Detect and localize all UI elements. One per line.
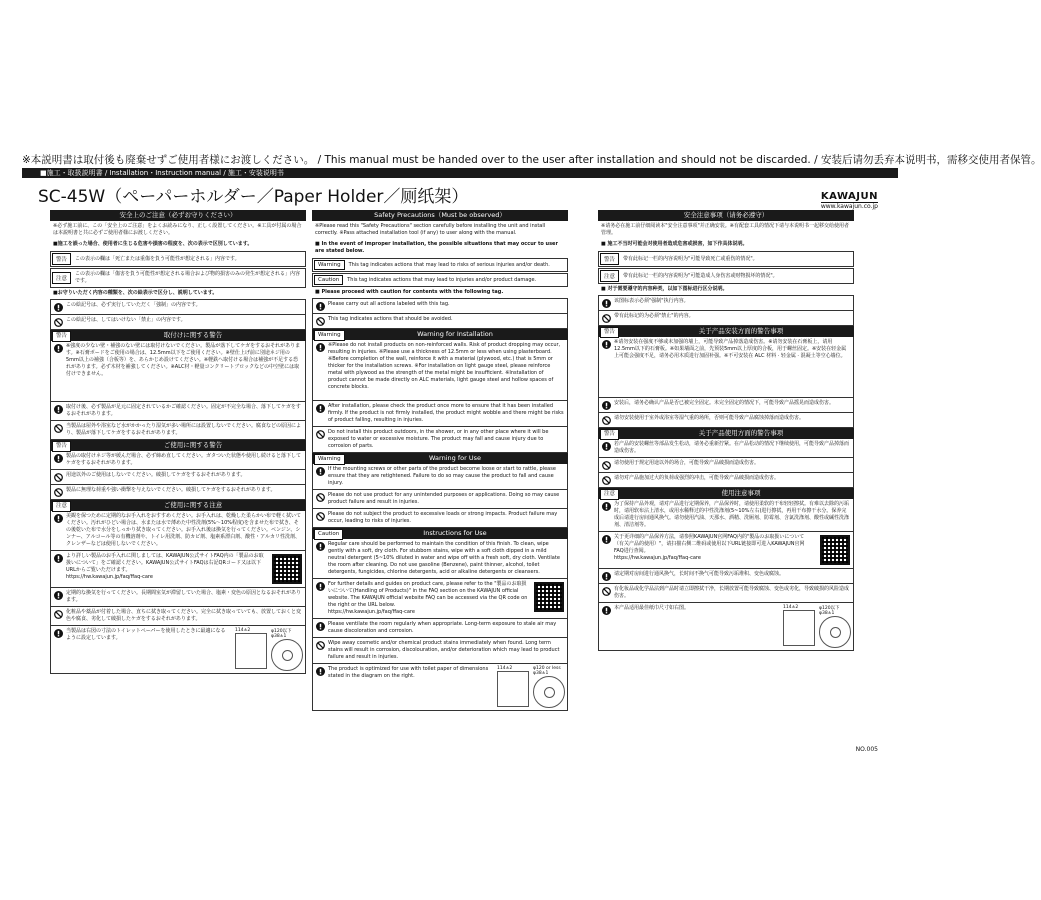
section-title: 关于产品使用方面的警告事项 bbox=[698, 429, 784, 437]
caution-def-text: This tag indicates actions that may lead to injuries and/or product damage. bbox=[347, 276, 537, 283]
caution-def-text: 带有此标记一栏的内容说明为"可能造成人身伤害或财物损坏的情况"。 bbox=[623, 272, 778, 279]
section-tag: Warning bbox=[314, 454, 345, 465]
mandatory-icon bbox=[313, 619, 327, 633]
prohibit-icon bbox=[51, 421, 65, 435]
roll-size-item bbox=[312, 664, 568, 711]
install-location-item bbox=[598, 413, 854, 428]
use-warning-item-2-text: 用途以外のご使用はしないでください。破損してケガをするおそれがあります。 bbox=[66, 472, 246, 478]
roll-diameter: φ120以下 bbox=[819, 606, 840, 611]
care-faq-item bbox=[312, 579, 568, 619]
faq-url[interactable]: https://hw.kawajun.jp/faq/ffaq-care bbox=[66, 574, 153, 580]
mandatory-icon bbox=[313, 340, 327, 354]
care-item-4-text: 有化妆品或化学品沾到产品时请立即擦拭干净，长期放置可能导致腐蚀、变色或劣化，导致破损的风险造成伤害。 bbox=[614, 586, 850, 599]
mandatory-icon bbox=[51, 451, 65, 465]
roll-front-view bbox=[533, 676, 565, 708]
roll-side-view bbox=[783, 610, 815, 646]
caution-tag: Caution bbox=[314, 275, 343, 285]
use-warning-item-3-text: 请勿对产品施加过大的负荷或强烈的冲击，可能导致产品破损而造成伤害。 bbox=[614, 475, 780, 481]
roll-diagram bbox=[233, 626, 305, 673]
section-title: Instructions for Use bbox=[423, 529, 487, 537]
mandatory-icon bbox=[599, 532, 613, 546]
column-header: 安全注意事项（请务必遵守） bbox=[598, 210, 854, 221]
mandatory-icon bbox=[51, 402, 65, 416]
language-column-2 bbox=[312, 210, 568, 708]
care-item-4-text: 化粧品や薬品が付着した場合、直ちに拭き取ってください。完全に拭き取っていても、放置しておくと変色や腐食、劣化して破損したケガをするおそれがあります。 bbox=[66, 609, 302, 622]
mandatory-icon bbox=[313, 401, 327, 415]
install-warning-main bbox=[50, 341, 306, 402]
section-title: ご使用に関する注意 bbox=[163, 501, 223, 509]
care-item-4 bbox=[312, 638, 568, 664]
prohibit-definition bbox=[312, 314, 568, 329]
qr-code bbox=[534, 582, 564, 612]
mandatory-definition bbox=[598, 295, 854, 311]
mandatory-icon bbox=[599, 499, 613, 513]
prohibit-icon bbox=[51, 607, 65, 621]
caution-tag: 注意 bbox=[52, 272, 71, 284]
care-item-1-text: 美観を保つために定期的なお手入れをおすすめください。お手入れは、乾燥した柔らかい布で軽く拭いてください。汚れがひどい場合は、水または水で薄めた中性洗剤(5%～10%程度)を含ませた布で拭き、その後乾いた布で水分をしっかり拭き取ってください。お手入れ後は換気を行ってください。ベンジン、シンナー、アルコール等の有機溶剤や、トイレ用洗剤、防カビ剤、塩素系漂白剤、酸性・アルカリ性洗剤、クレンザーなどは使用しないでください。 bbox=[66, 513, 302, 547]
roll-diameter: φ120 or less bbox=[533, 666, 561, 671]
roll-front-view bbox=[271, 639, 303, 671]
section-header-use-caution bbox=[312, 528, 568, 539]
lead-text-2: ■ 对于需要遵守的内容种类，以如下图标进行区分说明。 bbox=[601, 286, 728, 292]
care-item-3-text: 定期的な換気を行ってください。長期間室気が滞留していた場合、塩素・変色の原因となるおそれがあります。 bbox=[66, 590, 302, 603]
use-warning-item-1-text: 製品の取付けネジ等が緩んだ場合、必ず締め直してください。ガタついた状態や使用し続けると落下してケガをするおそれがあります。 bbox=[66, 453, 302, 466]
care-item-4 bbox=[598, 584, 854, 603]
mandatory-icon bbox=[599, 603, 613, 617]
mandatory-definition bbox=[50, 299, 306, 315]
install-check-item-text: After installation, please check the product once more to ensure that it has been installed firmly. If the product is not firmly installed, the product might wobble and there might be risks of product falling, resulting in injuries. bbox=[328, 403, 564, 423]
use-warning-item-3-text: Please do not subject the product to excessive loads or strong impacts. Product failure may occur, leading to risks of injuries. bbox=[328, 511, 558, 524]
install-warning-main bbox=[598, 337, 854, 398]
mandatory-icon bbox=[51, 551, 65, 565]
roll-side-view bbox=[497, 671, 529, 707]
section-header-use-warning bbox=[50, 440, 306, 451]
install-location-item bbox=[312, 427, 568, 453]
mandatory-icon bbox=[599, 398, 613, 412]
care-faq-item bbox=[50, 551, 306, 588]
prohibit-icon bbox=[313, 509, 327, 523]
caution-def-text: この表示の欄は「傷害を負う可能性が想定される場合および物的損害のみの発生が想定される」内容です。 bbox=[75, 271, 301, 284]
mandatory-icon bbox=[51, 341, 65, 355]
warning-tag: 警告 bbox=[52, 253, 71, 265]
handover-notice: ※本説明書は取付後も廃棄せずご使用者様にお渡しください。 / This manual must be handed over to the user after installation and should not be discarded. / 安装后请勿丢弃本说明书，需移交使用者保管。 bbox=[22, 154, 1041, 166]
warning-tag: 警告 bbox=[600, 253, 619, 265]
install-location-item-text: 当製品は屋外や浴室など水がかかったり湿気が多い場所には設置しないでください。腐食などの原因により、製品が落下してケガをするおそれがあります。 bbox=[66, 423, 302, 436]
section-tag: 警告 bbox=[52, 331, 71, 342]
qr-code bbox=[272, 554, 302, 584]
care-item-3 bbox=[312, 619, 568, 638]
prohibit-icon bbox=[313, 490, 327, 504]
care-item-4-text: Wipe away cosmetic and/or chemical product stains immediately when found. Long term stains will result in corrosion, discolouration, and/or deterioration which may lead to product failure and result in injuries. bbox=[328, 640, 560, 660]
section-title: Warning for Installation bbox=[417, 330, 493, 338]
care-item-3 bbox=[50, 588, 306, 607]
column-header: Safety Precautions（Must be observed） bbox=[312, 210, 568, 221]
mandatory-definition-text: 该图标表示必须"强制"执行内容。 bbox=[614, 298, 689, 304]
warning-def-text: 带有此标记一栏的内容说明为"可能导致死亡或重伤的情况"。 bbox=[623, 255, 758, 262]
install-warning-main bbox=[312, 340, 568, 401]
lead-text: ■施工を誤った場合、使用者に生じる危害や損害の程度を、次の表示で区別しています。 bbox=[53, 241, 253, 247]
install-check-item bbox=[50, 402, 306, 421]
mandatory-icon bbox=[599, 569, 613, 583]
language-column-3 bbox=[598, 210, 854, 708]
mandatory-definition bbox=[312, 298, 568, 314]
install-warning-text: ※请勿安装在强度不够或未加强的墙上，可能导致产品掉落造成伤害。※请勿安装在石膏板上，请用12.5mm以下的石膏板。※如果墙面之前，先预装5mm以上厚度的合板，用于螺丝固定。※安装在轻金属上可能会强度不足，请务必用木质进行加固补强。※不可安装在 ALC 材料 · 轻金属 · 混凝土等空心墙位。 bbox=[614, 339, 847, 359]
roll-size-text: 本产品适用最佳纸巾尺寸如右图。 bbox=[614, 605, 690, 611]
roll-diagram bbox=[495, 664, 567, 710]
care-item-3-text: Please ventilate the room regularly when appropriate. Long-term exposure to stale air may cause discoloration and corrosion. bbox=[328, 621, 557, 634]
mandatory-icon bbox=[599, 337, 613, 351]
use-warning-item-3 bbox=[50, 485, 306, 500]
kawajun-logo bbox=[798, 184, 878, 210]
prohibit-icon bbox=[599, 473, 613, 487]
caution-definition bbox=[50, 268, 306, 288]
care-faq-text: For further details and guides on product care, please refer to the "製品のお取扱いについて(Handling of Products)" in the FAQ section on the KAWAJUN official website. The KAWAJUN official website FAQ can be accessed via the QR code on the right or the URL below. https://hw.kawajun.jp/faq/ffaq-care bbox=[328, 581, 528, 615]
column-header: 安全上のご注意（必ずお守りください） bbox=[50, 210, 306, 221]
section-header-install bbox=[312, 329, 568, 340]
mandatory-icon bbox=[313, 579, 327, 593]
care-faq-item bbox=[598, 532, 854, 569]
roll-diameter: φ120以下 bbox=[271, 629, 292, 634]
prohibit-definition-text: This tag indicates actions that should be avoided. bbox=[328, 316, 453, 322]
warning-def-text: この表示の欄は「死亡または重傷を負う可能性が想定される」内容です。 bbox=[75, 255, 240, 262]
roll-width: 114±2 bbox=[497, 666, 513, 671]
qr-code bbox=[820, 535, 850, 565]
use-warning-item-1-text: 若产品的安装螺丝等部品发生松动，请务必重新拧紧。在产品松动的情况下继续使用，可能导致产品掉落而造成伤害。 bbox=[614, 441, 850, 454]
section-tag: 注意 bbox=[600, 489, 619, 500]
use-warning-item-2-text: Please do not use product for any unintended purposes or applications. Doing so may cause product failure and result in injuries. bbox=[328, 492, 560, 505]
use-warning-item-2 bbox=[312, 490, 568, 509]
section-tag: 警告 bbox=[52, 441, 71, 452]
section-tag: 警告 bbox=[600, 327, 619, 338]
mandatory-icon bbox=[51, 626, 65, 640]
caution-definition bbox=[598, 268, 854, 284]
prohibit-icon bbox=[51, 470, 65, 484]
care-item-1-text: 为了保持产品外观，请对产品进行定期保养，产品保养时，请使用柔软的干布轻轻擦拭。有难以去除的污垢时，请用软布沾上清水，或用水稀释过的中性洗涤剂(5~10%左右)进行擦拭，再用干布擦干水分。保养完成后请进行房间通风换气。请勿使用汽油、天那水、酒精、洗厕剂、防霉剂、含氯洗涤剂、酸性或碱性洗涤剂、清洁剂等。 bbox=[614, 501, 850, 528]
section-title: 使用注意事项 bbox=[721, 489, 761, 497]
use-warning-item-1 bbox=[50, 451, 306, 470]
use-warning-item-1-text: If the mounting screws or other parts of the product become loose or start to rattle, please ensure that they are retightened. Failure to do so may cause the product to fall and cause injury. bbox=[328, 466, 556, 486]
prohibit-icon bbox=[599, 458, 613, 472]
mandatory-icon bbox=[313, 539, 327, 553]
section-title: Warning for Use bbox=[429, 454, 481, 462]
section-tag: Caution bbox=[314, 529, 343, 540]
section-title: 取付けに関する警告 bbox=[163, 331, 223, 339]
section-header-use-warning bbox=[598, 428, 854, 439]
care-item-1 bbox=[598, 499, 854, 532]
prohibit-icon bbox=[313, 314, 327, 328]
lead-text-2: ■お守りいただく内容の種類を、次の絵表示で区分し、説明しています。 bbox=[53, 290, 218, 296]
warning-definition bbox=[598, 251, 854, 267]
use-warning-item-2 bbox=[50, 470, 306, 485]
install-location-item-text: 请勿安装使用于室外或浴室等湿气重的场所，否则可能导致产品腐蚀掉落而造成伤害。 bbox=[614, 415, 805, 421]
prohibit-icon bbox=[51, 315, 65, 329]
roll-core: φ38±1 bbox=[819, 611, 835, 616]
use-warning-item-3 bbox=[598, 473, 854, 488]
roll-front-view bbox=[819, 616, 851, 648]
warning-definition bbox=[312, 258, 568, 272]
install-warning-text: ※Please do not install products on non-reinforced walls. Risk of product dropping may occur, resulting in injuries. ※Please use a thickness of 12.5mm or less when using plasterboard. ※Before completion of the wall, reinforce it with a material (plywood, etc.) that is 5mm or thicker for the installation screws. ※For installation on light gauge steel, please reinforce metal with plywood as the strength of the metal might be insufficient. ※Installation of product cannot be made directly on ALC materials, light gauge steel and hollow spaces of concrete blocks. bbox=[328, 342, 561, 390]
prohibit-definition bbox=[598, 311, 854, 326]
roll-size-item bbox=[50, 626, 306, 674]
roll-width: 114±2 bbox=[235, 628, 251, 633]
mandatory-definition-text: この絵記号は、必ず実行していただく「強制」の内容です。 bbox=[66, 302, 201, 308]
warning-tag: Warning bbox=[314, 260, 345, 270]
prohibit-icon bbox=[51, 485, 65, 499]
section-header-use-caution bbox=[598, 488, 854, 499]
roll-size-text: The product is optimized for use with toilet paper of dimensions stated in the diagram on the right. bbox=[328, 666, 489, 679]
prohibit-definition-text: この絵記号は、してはいけない「禁止」の内容です。 bbox=[66, 317, 186, 323]
logo-brand: KAWAJUN bbox=[820, 191, 878, 202]
prohibit-icon bbox=[599, 584, 613, 598]
install-warning-text: ※強度の少ない壁・補強のない壁には取付けないでください。製品が落下してケガをするおそれがあります。※石膏ボードをご使用の場合は、12.5mm以下をご使用ください。※壁仕上げ前に別途ネジ用の5mm以上の補強（合板等）を、あらかじめ設けてください。※軽鉄へ取付ける場合は補強が不足する恐れがあります。必ず木材を補強してください。※ALC材・軽量コンクリートブロックなどの中空壁には取付けできません。 bbox=[66, 343, 301, 377]
roll-width: 114±2 bbox=[783, 605, 799, 610]
mandatory-icon bbox=[599, 296, 613, 310]
page-number: NO.005 bbox=[855, 746, 878, 753]
use-warning-item-1 bbox=[598, 439, 854, 458]
faq-url[interactable]: https://hw.kawajun.jp/faq/ffaq-care bbox=[328, 609, 415, 615]
section-header-use-warning bbox=[312, 453, 568, 464]
section-header-use-caution bbox=[50, 500, 306, 511]
intro-text: ※Please read this "Safety Precautions" section carefully before installing the unit and install correctly. ※Pass attached installation tool (if any) to user along with the manual. bbox=[315, 223, 546, 236]
install-check-item bbox=[312, 401, 568, 427]
mandatory-icon bbox=[313, 299, 327, 313]
mandatory-icon bbox=[599, 439, 613, 453]
faq-url[interactable]: https://hw.kawajun.jp/faq/ffaq-care bbox=[614, 555, 701, 561]
install-check-item-text: 安装后，请务必确认产品是否已被完全固定。未完全固定的情况下，可能导致产品摇晃而造成伤害。 bbox=[614, 400, 835, 406]
section-tag: Warning bbox=[314, 330, 345, 341]
mandatory-icon bbox=[313, 464, 327, 478]
roll-core: φ38±1 bbox=[271, 634, 287, 639]
mandatory-icon bbox=[51, 300, 65, 314]
lead-text: ■ In the event of improper installation, the possible situations that may occur to user are stated below. bbox=[315, 241, 558, 254]
prohibit-definition bbox=[50, 315, 306, 330]
prohibit-icon bbox=[313, 427, 327, 441]
lead-text: ■ 施工不当时可能会对使用者造成危害或损害，如下作具体说明。 bbox=[601, 241, 748, 247]
care-item-1-text: Regular care should be performed to maintain the condition of this finish. To clean, wipe gently with a soft, dry cloth. For stubborn stains, wipe with a soft cloth dipped in a mild neutral detergent (5~10% diluted in water and wipe off with a fresh soft, dry cloth. Ventilate the room after cleaning. Do not use gasoline (Benzene), paint thinner, alcohol, toilet detergents, fungicides, chlorine detergents, acid or alkaline detergents or cleansers. bbox=[328, 541, 560, 575]
prohibit-icon bbox=[599, 413, 613, 427]
roll-size-text: 当製品は右図の寸法のトイレットペーパーを使用したときに最適になるように設定しています。 bbox=[66, 628, 226, 641]
section-tag: 注意 bbox=[52, 501, 71, 512]
roll-core: φ38±1 bbox=[533, 671, 549, 676]
install-check-item-text: 取付け後、必ず製品が足元に固定されているかご確認ください。固定が不完全な場合、落下してケガをするおそれがあります。 bbox=[66, 404, 301, 417]
care-item-3-text: 请定期对房间进行通风换气，长时间不换气可能导致污垢堆积、变色或腐蚀。 bbox=[614, 571, 785, 577]
category-bar: ■施工・取扱説明書 / Installation・Instruction manual / 施工・安装说明书 bbox=[22, 168, 898, 178]
document-title: SC-45W（ペーパーホルダー／Paper Holder／厕纸架） bbox=[38, 187, 469, 207]
care-faq-text: 关于更详细的产品保养方法，请参照KAWAJUN官网FAQ内的"製品のお取扱いについて（有关产品的使用）"，请扫描右侧二维码或使用以下URL链接即可进入KAWAJUN官网FAQ进行查阅。 https://hw.kawajun.jp/faq/ffaq-care bbox=[614, 534, 805, 561]
install-check-item bbox=[598, 398, 854, 413]
use-warning-item-3-text: 製品に無理な荷重や強い衝撃を与えないでください。破損してケガをするおそれがあります。 bbox=[66, 487, 276, 493]
care-item-1 bbox=[50, 511, 306, 551]
install-location-item-text: Do not install this product outdoors, in the shower, or in any other place where it will be exposed to water or excessive moisture. The product may fall and cause injury due to corrosion of parts. bbox=[328, 429, 549, 449]
lead-text-2: ■ Please proceed with caution for contents with the following tag. bbox=[315, 289, 504, 295]
section-tag: 警告 bbox=[600, 429, 619, 440]
section-title: 关于产品安装方面的警告事项 bbox=[698, 327, 784, 335]
section-header-install bbox=[50, 330, 306, 341]
prohibit-icon bbox=[313, 638, 327, 652]
intro-text: ※请务必在施工前仔细阅读本"安全注意事项"并正确安装。※有配套工具的情况下请与本说明书一起移交给使用者管理。 bbox=[601, 223, 849, 236]
use-warning-item-2 bbox=[598, 458, 854, 473]
mandatory-icon bbox=[51, 511, 65, 525]
roll-side-view bbox=[235, 633, 267, 669]
use-warning-item-2-text: 请勿使用于规定用途以外的场合，可能导致产品破损而造成伤害。 bbox=[614, 460, 760, 466]
roll-size-item bbox=[598, 603, 854, 651]
mandatory-icon bbox=[313, 664, 327, 678]
logo-url: www.kawajun.co.jp bbox=[820, 203, 878, 210]
use-warning-item-1 bbox=[312, 464, 568, 490]
use-warning-item-3 bbox=[312, 509, 568, 528]
roll-diagram bbox=[781, 603, 853, 650]
section-title: ご使用に関する警告 bbox=[163, 441, 223, 449]
warning-def-text: This tag indicates actions that may lead to risks of serious injuries and/or death. bbox=[348, 261, 550, 268]
warning-definition bbox=[50, 251, 306, 267]
care-faq-text: より詳しい製品のお手入れに関しましては、KAWAJUN公式サイトFAQ内の「製品のお取扱いについて」をご確認ください。KAWAJUN公式サイトFAQは右記QRコード又は以下URLからご覧いただけます。 https://hw.kawajun.jp/faq/ffaq-care bbox=[66, 553, 264, 580]
mandatory-definition-text: Please carry out all actions labeled with this tag. bbox=[328, 301, 450, 307]
mandatory-icon bbox=[51, 588, 65, 602]
care-item-3 bbox=[598, 569, 854, 584]
section-header-install bbox=[598, 326, 854, 337]
prohibit-icon bbox=[599, 311, 613, 325]
caution-tag: 注意 bbox=[600, 270, 619, 282]
caution-definition bbox=[312, 273, 568, 287]
install-location-item bbox=[50, 421, 306, 440]
care-item-1 bbox=[312, 539, 568, 579]
care-item-4 bbox=[50, 607, 306, 626]
prohibit-definition-text: 带有此标记的为必须"禁止"的内容。 bbox=[614, 313, 694, 319]
intro-text: ※必ず施工前に、この「安全上のご注意」をよくお読みになり、正しく設置してください。※工具が付属の場合は本説明書と共に必ずご使用者様にお渡しください。 bbox=[53, 223, 302, 236]
language-column-1 bbox=[50, 210, 306, 708]
